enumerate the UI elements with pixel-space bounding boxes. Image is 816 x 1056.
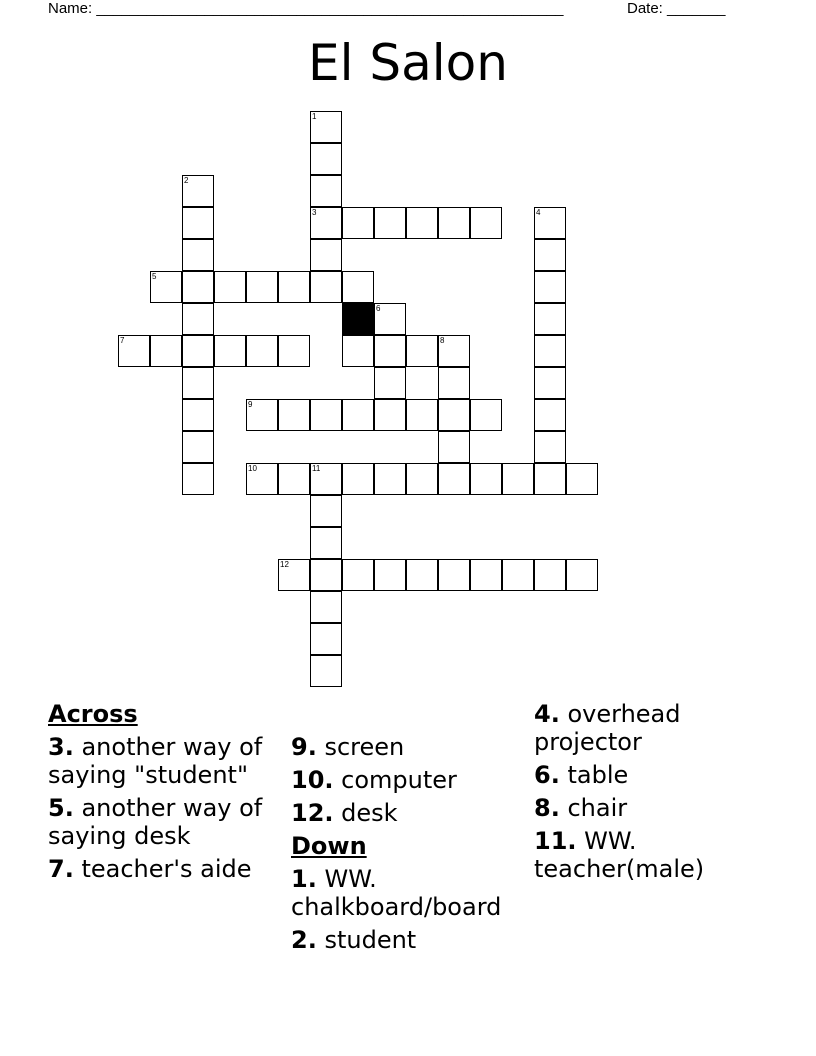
crossword-cell[interactable] [534,207,566,239]
crossword-cell[interactable] [182,399,214,431]
across-heading: Across [48,700,138,728]
crossword-cell[interactable] [246,335,278,367]
crossword-cell[interactable] [182,335,214,367]
crossword-cell[interactable] [182,239,214,271]
crossword-cell[interactable] [502,463,534,495]
clue-across-3: 3. another way of saying "student" [48,733,263,789]
crossword-cell[interactable] [534,303,566,335]
crossword-cell[interactable] [246,463,278,495]
crossword-cell[interactable] [470,463,502,495]
clue-down-2: 2. student [291,926,417,954]
crossword-cell[interactable] [534,399,566,431]
crossword-cell[interactable] [406,463,438,495]
crossword-cell[interactable] [534,463,566,495]
date-field-label[interactable]: Date: _______ [627,0,726,17]
crossword-cell[interactable] [374,559,406,591]
crossword-cell[interactable] [374,303,406,335]
clues-column-1 [48,700,284,888]
crossword-cell[interactable] [310,399,342,431]
crossword-cell[interactable] [438,559,470,591]
crossword-cell[interactable] [182,207,214,239]
clue-number: 11 [312,464,321,473]
clue-number: 9 [248,400,253,409]
crossword-cell[interactable] [374,463,406,495]
page-title: El Salon [308,34,508,92]
crossword-cell[interactable] [278,335,310,367]
clue-down-11: 11. WW. teacher(male) [534,827,705,883]
crossword-cell[interactable] [374,367,406,399]
crossword-cell[interactable] [438,207,470,239]
down-heading: Down [291,832,367,860]
crossword-cell[interactable] [406,399,438,431]
crossword-cell[interactable] [534,271,566,303]
crossword-cell[interactable] [342,335,374,367]
crossword-cell[interactable] [214,335,246,367]
crossword-cell[interactable] [182,431,214,463]
crossword-cell[interactable] [438,367,470,399]
crossword-cell[interactable] [150,271,182,303]
crossword-cell[interactable] [310,207,342,239]
crossword-cell[interactable] [406,559,438,591]
crossword-cell[interactable] [342,207,374,239]
clue-number: 5 [152,272,157,281]
crossword-cell[interactable] [342,463,374,495]
crossword-cell[interactable] [534,335,566,367]
crossword-cell[interactable] [534,367,566,399]
crossword-cell[interactable] [310,239,342,271]
clues-column-2 [291,700,527,959]
clue-across-10: 10. computer [291,766,457,794]
clue-down-6: 6. table [534,761,629,789]
crossword-cell[interactable] [438,399,470,431]
crossword-cell[interactable] [310,559,342,591]
crossword-cell[interactable] [310,623,342,655]
crossword-cell[interactable] [310,143,342,175]
crossword-cell[interactable] [150,335,182,367]
crossword-cell[interactable] [374,207,406,239]
clue-across-9: 9. screen [291,733,405,761]
crossword-cell[interactable] [182,303,214,335]
clue-down-8: 8. chair [534,794,628,822]
name-field-label[interactable]: Name: ________________________________________________________ [48,0,564,17]
crossword-cell[interactable] [310,527,342,559]
clue-down-4: 4. overhead projector [534,700,681,756]
crossword-cell[interactable] [278,399,310,431]
crossword-cell[interactable] [534,431,566,463]
clue-across-7: 7. teacher's aide [48,855,252,883]
crossword-cell[interactable] [310,463,342,495]
crossword-cell[interactable] [470,207,502,239]
crossword-cell[interactable] [182,271,214,303]
crossword-cell[interactable] [438,431,470,463]
clue-number: 10 [248,464,257,473]
crossword-cell[interactable] [246,271,278,303]
clue-number: 8 [440,336,445,345]
crossword-cell[interactable] [438,335,470,367]
crossword-cell[interactable] [342,399,374,431]
crossword-cell[interactable] [278,271,310,303]
crossword-cell[interactable] [310,655,342,687]
crossword-cell[interactable] [278,559,310,591]
crossword-cell[interactable] [374,399,406,431]
crossword-cell[interactable] [182,367,214,399]
crossword-cell[interactable] [438,463,470,495]
clues-column-3 [534,700,770,888]
clue-number: 3 [312,208,317,217]
clue-number: 1 [312,112,317,121]
clue-across-12: 12. desk [291,799,398,827]
clue-number: 7 [120,336,125,345]
crossword-cell[interactable] [342,271,374,303]
clue-down-1: 1. WW. chalkboard/board [291,865,502,921]
black-cell [342,303,374,335]
crossword-cell[interactable] [182,175,214,207]
clue-number: 4 [536,208,541,217]
clue-across-5: 5. another way of saying desk [48,794,263,850]
crossword-cell[interactable] [374,335,406,367]
crossword-cell[interactable] [118,335,150,367]
crossword-cell[interactable] [342,559,374,591]
crossword-cell[interactable] [566,559,598,591]
crossword-cell[interactable] [470,559,502,591]
crossword-cell[interactable] [182,463,214,495]
clue-number: 12 [280,560,289,569]
crossword-cell[interactable] [246,399,278,431]
crossword-cell[interactable] [534,239,566,271]
crossword-cell[interactable] [406,335,438,367]
crossword-cell[interactable] [310,111,342,143]
crossword-cell[interactable] [310,271,342,303]
crossword-cell[interactable] [534,559,566,591]
crossword-cell[interactable] [278,463,310,495]
crossword-cell[interactable] [566,463,598,495]
clue-number: 2 [184,176,189,185]
crossword-cell[interactable] [470,399,502,431]
crossword-cell[interactable] [214,271,246,303]
crossword-cell[interactable] [502,559,534,591]
clue-number: 6 [376,304,381,313]
crossword-cell[interactable] [310,175,342,207]
crossword-cell[interactable] [310,591,342,623]
crossword-cell[interactable] [406,207,438,239]
crossword-cell[interactable] [310,495,342,527]
